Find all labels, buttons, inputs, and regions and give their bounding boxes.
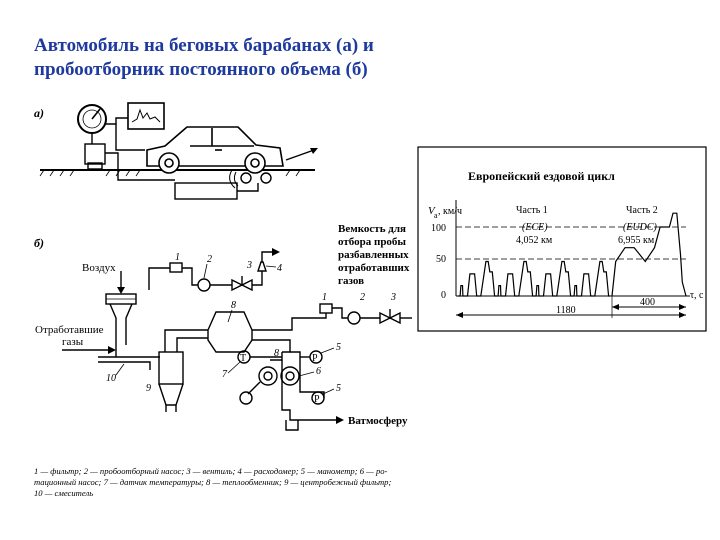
- pump-2-right: [348, 312, 360, 324]
- legend: [34, 466, 391, 498]
- part-number-5-lower: 5: [336, 383, 341, 394]
- part-number-10: 10: [106, 373, 116, 384]
- part-number-2-right: 2: [360, 292, 365, 303]
- legend-line-2: тационный насос; 7 — датчик температуры; 8 — теплообменник; 9 — центробежный фильтр;: [34, 477, 392, 487]
- flowmeter-4: [258, 262, 266, 271]
- part2-distance: 6,955 км: [618, 235, 655, 246]
- x-axis-label: τ, с: [690, 290, 704, 301]
- gauge-icon: [78, 105, 106, 144]
- air-label: Воздух: [82, 262, 116, 274]
- pressure-symbol-upper: P: [312, 353, 318, 364]
- y-axis-unit: , км/ч: [438, 206, 462, 217]
- container-label-4: отработавших: [338, 262, 410, 274]
- title-line-1: Автомобиль на беговых барабанах (а) и: [34, 35, 374, 56]
- container-label-2: отбора пробы: [338, 236, 407, 248]
- temperature-symbol: T: [240, 353, 247, 364]
- y-tick-100: 100: [431, 223, 446, 234]
- part-number-4: 4: [277, 263, 282, 274]
- motor: [240, 392, 252, 404]
- diagram-a: [34, 103, 318, 199]
- exhaust-label-1: Отработавшие: [35, 324, 104, 336]
- container-label-1: Вемкость для: [338, 223, 406, 235]
- analyzer-box: [85, 144, 105, 169]
- part-number-1-upper: 1: [175, 252, 180, 263]
- part-number-3-upper: 3: [247, 260, 252, 271]
- duration-1180: 1180: [556, 305, 576, 316]
- exhaust-label-2: газы: [62, 336, 84, 348]
- part-number-6: 6: [316, 366, 321, 377]
- legend-line-1: 1 — фильтр; 2 — пробоотборный насос; 3 — вентиль; 4 — расходомер; 5 — манометр; 6 — ро-: [34, 466, 388, 476]
- heat-exchanger: [208, 312, 252, 352]
- rotary-pump-6: [259, 367, 299, 385]
- part-number-5-upper: 5: [336, 342, 341, 353]
- part-number-8: 8: [231, 300, 236, 311]
- pressure-symbol-lower: P: [314, 394, 320, 405]
- chart-title: Европейский ездовой цикл: [468, 169, 615, 183]
- pump-2-upper: [198, 279, 210, 291]
- y-tick-50: 50: [436, 254, 446, 265]
- title-line-2: пробоотборник постоянного объема (б): [34, 59, 368, 80]
- recorder-screen-icon: [128, 103, 164, 129]
- diagram-a-label: а): [34, 106, 44, 120]
- diagram-b: [34, 223, 412, 430]
- legend-line-3: 10 — смеситель: [34, 488, 94, 498]
- part1-distance: 4,052 км: [516, 235, 553, 246]
- y-axis-label: V: [428, 205, 435, 217]
- valve-3-right: [380, 309, 400, 323]
- pressure-gauge-lower: [312, 392, 324, 405]
- part2-code: (EUDC): [623, 222, 657, 233]
- part-number-1-right: 1: [322, 292, 327, 303]
- part-number-8-lower: 8: [274, 348, 279, 359]
- container-label-3: разбавленных: [338, 249, 409, 261]
- cyclone-filter: [159, 352, 183, 412]
- control-unit: [175, 183, 237, 199]
- to-atmosphere-label: Ватмосферу: [348, 415, 408, 427]
- part1-code: (ECE): [522, 222, 548, 233]
- filter-1-upper: [170, 263, 182, 272]
- part2-name: Часть 2: [626, 205, 658, 216]
- part1-name: Часть 1: [516, 205, 548, 216]
- part-number-7: 7: [222, 369, 227, 380]
- diagram-b-label: б): [34, 236, 44, 250]
- part-number-2-upper: 2: [207, 254, 212, 265]
- car-icon: [147, 127, 283, 173]
- filter-1-right: [320, 304, 332, 313]
- cycle-chart: [418, 147, 706, 331]
- valve-3-upper: [232, 276, 252, 290]
- container-label-5: газов: [338, 275, 365, 287]
- part-number-3-right: 3: [391, 292, 396, 303]
- duration-400: 400: [640, 297, 655, 308]
- y-tick-0: 0: [441, 290, 446, 301]
- air-filter: [106, 294, 136, 345]
- pressure-gauge-upper: [310, 351, 322, 364]
- part-number-9: 9: [146, 383, 151, 394]
- y-axis-sub: а: [434, 211, 438, 220]
